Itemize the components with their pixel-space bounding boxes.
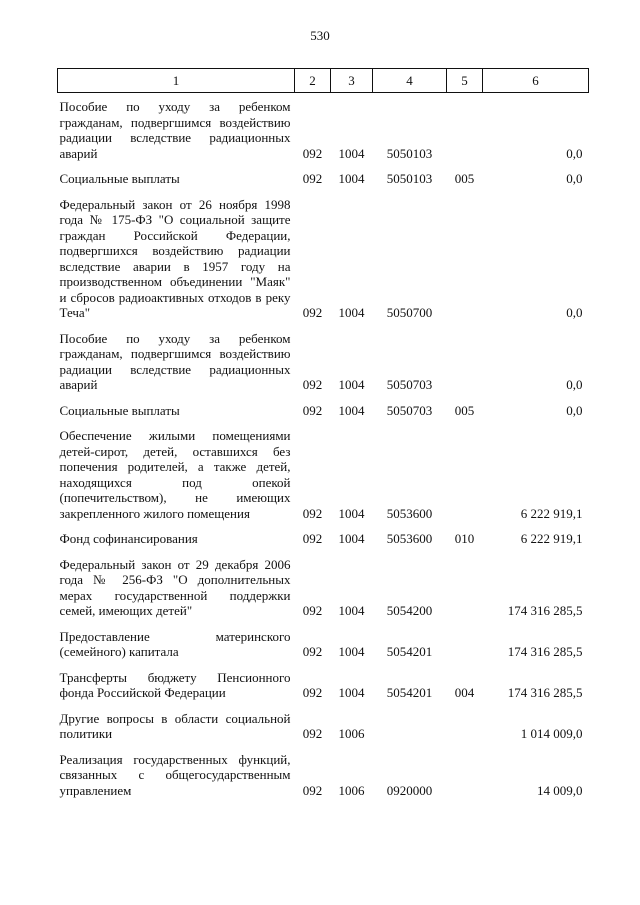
code-ministry-cell: 092: [302, 171, 323, 186]
item-name-cell: Федеральный закон от 29 декабря 2006 года № 256-ФЗ "О дополнительных мерах государственной поддержки семей, имеющих детей": [59, 556, 291, 618]
table-row: [58, 623, 589, 664]
code-target-cell: 5054201: [386, 685, 433, 700]
table-row: [58, 705, 589, 746]
code-expense-type-cell: [447, 93, 483, 166]
column-header-3: 3: [331, 69, 373, 93]
code-target-cell: 5053600: [386, 505, 433, 521]
code-expense-type-cell: [447, 705, 483, 746]
code-expense-type-cell: [447, 325, 483, 397]
table-row: [58, 93, 589, 166]
code-section-cell: 1006: [338, 782, 365, 798]
code-expense-type-cell: 004: [454, 685, 475, 700]
amount-cell: 0,0: [566, 145, 583, 161]
code-ministry-cell: 092: [302, 531, 323, 546]
amount-cell: 14 009,0: [537, 782, 583, 798]
amount-cell: 174 316 285,5: [507, 603, 583, 618]
code-section-cell: 1004: [338, 505, 365, 521]
page-number: 530: [310, 28, 330, 43]
code-target-cell: 5054200: [386, 603, 433, 618]
code-ministry-cell: 092: [302, 603, 323, 618]
code-target-cell: 5050703: [386, 377, 433, 392]
amount-cell: 6 222 919,1: [520, 505, 583, 521]
code-ministry-cell: 092: [302, 782, 323, 798]
code-target-cell: 0920000: [386, 782, 433, 798]
item-name-cell: Другие вопросы в области социальной политики: [59, 710, 291, 741]
code-target-cell: 5050103: [386, 171, 433, 186]
column-header-6: 6: [483, 69, 589, 93]
amount-cell: 174 316 285,5: [507, 644, 583, 659]
code-target-cell: 5053600: [386, 531, 433, 546]
code-expense-type-cell: [447, 191, 483, 325]
code-section-cell: 1004: [338, 171, 365, 186]
column-header-1: 1: [58, 69, 295, 93]
code-target-cell: 5050703: [386, 402, 433, 418]
code-target-cell: 5050700: [386, 305, 433, 320]
table-row: [58, 551, 589, 623]
table-row: [58, 664, 589, 705]
amount-cell: 0,0: [566, 377, 583, 392]
budget-table: [57, 68, 589, 802]
code-expense-type-cell: [447, 422, 483, 525]
table-header-row: [58, 69, 589, 93]
item-name-cell: Трансферты бюджету Пенсионного фонда Российской Федерации: [59, 669, 291, 700]
item-name-cell: Фонд софинансирования: [59, 531, 198, 546]
amount-cell: 174 316 285,5: [507, 685, 583, 700]
item-name-cell: Социальные выплаты: [59, 171, 180, 186]
code-expense-type-cell: [447, 746, 483, 803]
code-expense-type-cell: 005: [454, 171, 475, 186]
amount-cell: 6 222 919,1: [520, 531, 583, 546]
item-name-cell: Реализация государственных функций, связанных с общегосударственным управлением: [59, 751, 291, 798]
code-target-cell: [373, 705, 447, 746]
code-section-cell: 1004: [338, 644, 365, 659]
code-target-cell: 5050103: [386, 145, 433, 161]
code-expense-type-cell: [447, 623, 483, 664]
item-name-cell: Предоставление материнского (семейного) капитала: [59, 628, 291, 659]
code-section-cell: 1004: [338, 402, 365, 418]
column-header-5: 5: [447, 69, 483, 93]
code-expense-type-cell: 010: [454, 531, 475, 546]
amount-cell: 0,0: [566, 402, 583, 418]
code-ministry-cell: 092: [302, 402, 323, 418]
code-ministry-cell: 092: [302, 644, 323, 659]
table-row: [58, 325, 589, 397]
code-section-cell: 1004: [338, 145, 365, 161]
item-name-cell: Пособие по уходу за ребенком гражданам, подвергшимся воздействию радиации вследствие радиационных аварий: [59, 99, 291, 161]
item-name-cell: Пособие по уходу за ребенком гражданам, подвергшимся воздействию радиации вследствие радиационных аварий: [59, 330, 291, 392]
amount-cell: 1 014 009,0: [520, 726, 583, 741]
table-row: [58, 165, 589, 191]
item-name-cell: Обеспечение жилыми помещениями детей-сирот, детей, оставшихся без попечения родителей, а также детей, находящихся под опекой (попечительством), не имеющих закрепленного жилого помещения: [59, 428, 291, 521]
code-section-cell: 1004: [338, 531, 365, 546]
code-section-cell: 1004: [338, 377, 365, 392]
table-body: [58, 93, 589, 803]
table-row: [58, 191, 589, 325]
table-row: [58, 525, 589, 551]
code-ministry-cell: 092: [302, 505, 323, 521]
amount-cell: 0,0: [566, 171, 583, 186]
item-name-cell: Социальные выплаты: [59, 402, 180, 418]
column-header-4: 4: [373, 69, 447, 93]
code-expense-type-cell: [447, 551, 483, 623]
code-section-cell: 1006: [338, 726, 365, 741]
code-section-cell: 1004: [338, 685, 365, 700]
table-row: [58, 746, 589, 803]
code-ministry-cell: 092: [302, 377, 323, 392]
code-ministry-cell: 092: [302, 305, 323, 320]
code-ministry-cell: 092: [302, 726, 323, 741]
table-row: [58, 397, 589, 423]
code-expense-type-cell: 005: [454, 402, 475, 418]
code-target-cell: 5054201: [386, 644, 433, 659]
item-name-cell: Федеральный закон от 26 ноября 1998 года № 175-ФЗ "О социальной защите граждан Российской Федерации, подвергшихся воздействию радиации вследствие аварии в 1957 году на производственном объединении "Маяк" и сбросов радиоактивных отходов в реку Теча": [59, 196, 291, 320]
code-section-cell: 1004: [338, 305, 365, 320]
table-row: [58, 422, 589, 525]
column-header-2: 2: [295, 69, 331, 93]
code-ministry-cell: 092: [302, 145, 323, 161]
amount-cell: 0,0: [566, 305, 583, 320]
code-ministry-cell: 092: [302, 685, 323, 700]
code-section-cell: 1004: [338, 603, 365, 618]
